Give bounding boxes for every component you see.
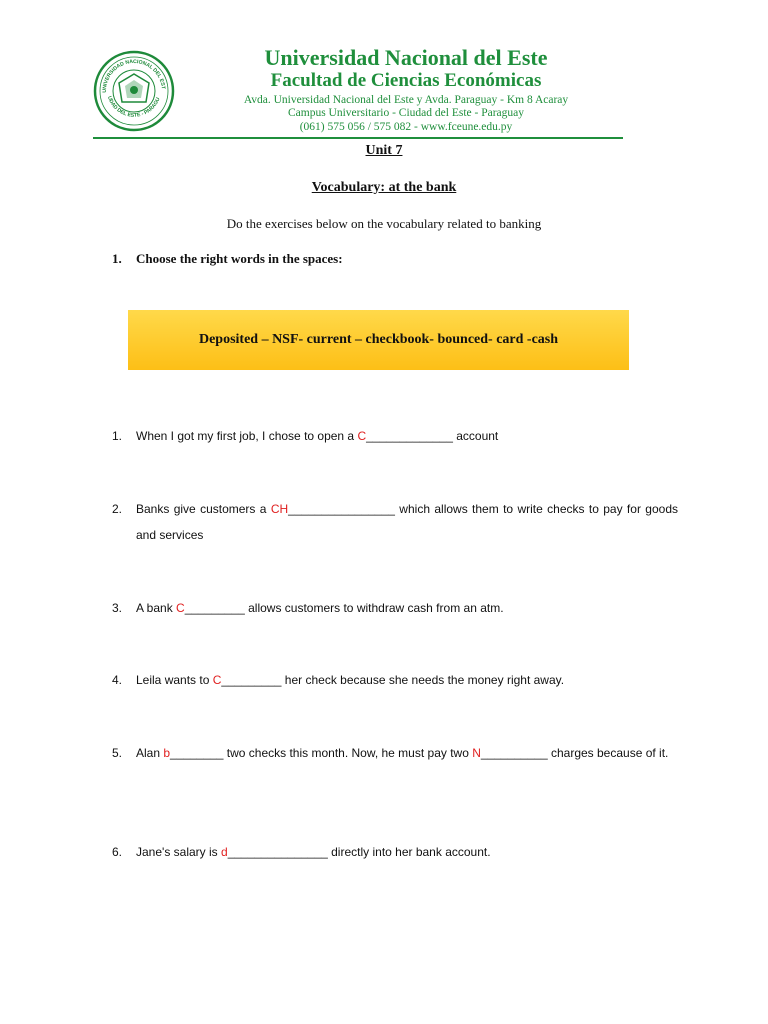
hint-letter: d [221,845,228,859]
question-item: 6. Jane's salary is d_______________ directly into her bank account. [112,839,678,865]
unit-title: Unit 7 [365,143,403,158]
question-number: 3. [112,601,123,615]
vocabulary-subtitle: Vocabulary: at the bank [311,180,457,195]
address-line-2: Campus Universitario - Ciudad del Este - Paraguay [287,107,524,119]
address-line-1: Avda. Universidad Nacional del Este y Avda. Paraguay - Km 8 Acaray [243,94,569,106]
letterhead [93,46,623,138]
question-item: 3. A bank C_________ allows customers to withdraw cash from an atm. [112,595,678,621]
address-line-3: (061) 575 056 / 575 082 - www.fceune.edu.py [299,121,513,133]
hint-letter: C [357,429,367,443]
answer-blank[interactable]: _______________ [227,845,328,859]
question-number: 6. [112,845,123,859]
university-seal-icon [93,50,175,132]
answer-blank[interactable]: ________ [170,746,224,760]
answer-blank[interactable]: ________________ [288,502,395,516]
answer-blank[interactable]: _________ [184,601,245,615]
question-item: 4. Leila wants to C_________ her check because she needs the money right away. [112,667,678,693]
hint-letter: CH [270,502,289,516]
university-name: Universidad Nacional del Este [264,45,548,70]
question-item: 1. When I got my first job, I chose to open a C_____________ account [112,423,678,449]
word-bank-text: Deposited – NSF- current – checkbook- bounced- card -cash [198,332,559,347]
hint-letter: C [176,601,185,615]
hint-letter: C [212,673,222,687]
question-number: 5. [112,746,123,760]
question-number: 1. [112,429,123,443]
header-divider [93,137,623,139]
exercise-number: 1. [112,251,122,266]
seal-text-top: UNIVERSIDAD NACIONAL DEL EST [101,58,166,93]
question-number: 2. [112,502,123,516]
seal-text-bottom: UDAD DEL ESTE - PARAGU [105,95,162,119]
question-item: 2. Banks give customers a CH________________ which allows them to write checks to pay for goods and services [112,496,678,548]
answer-blank[interactable]: _________ [221,673,282,687]
question-item: 5. Alan b________ two checks this month. Now, he must pay two N__________ charges because of it. [112,740,678,766]
word-bank-box [128,310,629,370]
hint-letter: b [163,746,171,760]
exercise-heading [112,251,343,267]
answer-blank[interactable]: _____________ [366,429,453,443]
instructions: Do the exercises below on the vocabulary related to banking [226,216,542,231]
question-number: 4. [112,673,123,687]
faculty-name: Facultad de Ciencias Económicas [270,70,542,91]
hint-letter: N [472,746,481,760]
answer-blank[interactable]: __________ [480,746,548,760]
exercise-heading-text: Choose the right words in the spaces: [136,251,343,266]
